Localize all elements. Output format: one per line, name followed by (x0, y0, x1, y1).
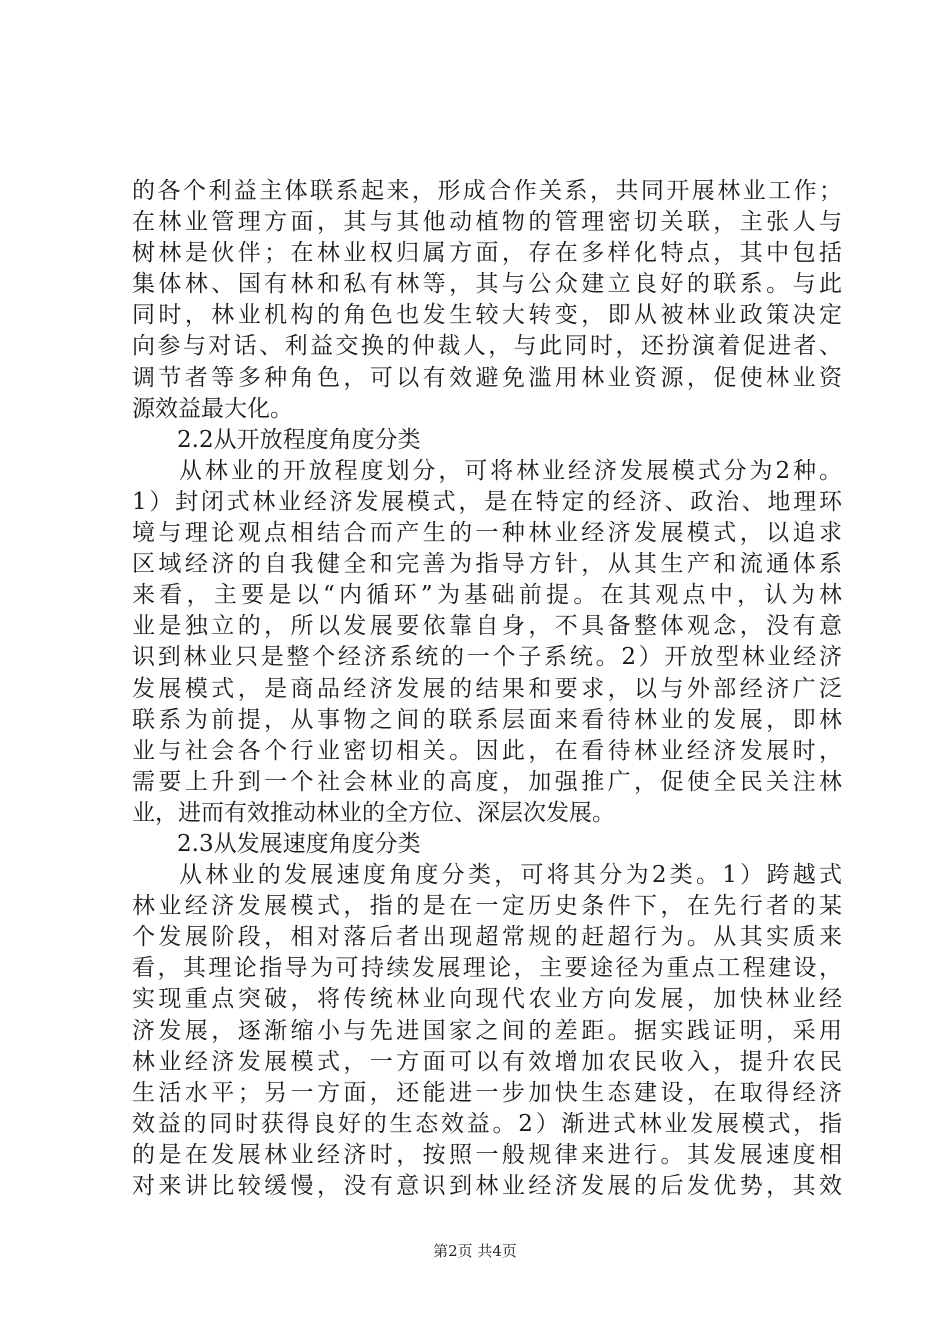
text-line: 发展模式，是商品经济发展的结果和要求，以与外部经济广泛 (132, 675, 842, 702)
text-line: 林业经济发展模式，指的是在一定历史条件下，在先行者的某 (132, 893, 842, 920)
text-line: 的是在发展林业经济时，按照一般规律来进行。其发展速度相 (132, 1141, 842, 1168)
text-line: 区域经济的自我健全和完善为指导方针，从其生产和流通体系 (132, 551, 842, 578)
text-line: 需要上升到一个社会林业的高度，加强推广，促使全民关注林 (132, 768, 842, 795)
page-footer (0, 1240, 950, 1261)
text-line: 树林是伙伴；在林业权归属方面，存在多样化特点，其中包括 (132, 240, 842, 267)
text-line: 境与理论观点相结合而产生的一种林业经济发展模式，以追求 (132, 520, 842, 547)
text-line: 来看，主要是以“内循环”为基础前提。在其观点中，认为林 (132, 582, 842, 609)
text-line: 集体林、国有林和私有林等，其与公众建立良好的联系。与此 (132, 271, 842, 298)
text-line: 在林业管理方面，其与其他动植物的管理密切关联，主张人与 (132, 209, 842, 236)
text-line: 的各个利益主体联系起来，形成合作关系，共同开展林业工作； (132, 178, 842, 204)
text-line: 从林业的发展速度角度分类，可将其分为2类。1）跨越式 (179, 862, 842, 889)
text-line: 生活水平；另一方面，还能进一步加快生态建设，在取得经济 (132, 1079, 842, 1106)
text-line: 向参与对话、利益交换的仲裁人，与此同时，还扮演着促进者、 (132, 333, 842, 360)
text-line: 业与社会各个行业密切相关。因此，在看待林业经济发展时， (132, 737, 842, 764)
page-number-label: 第2页 共4页 (433, 1242, 517, 1260)
text-line: 对来讲比较缓慢，没有意识到林业经济发展的后发优势，其效 (132, 1173, 842, 1199)
text-line: 联系为前提，从事物之间的联系层面来看待林业的发展，即林 (132, 706, 842, 733)
text-line: 1）封闭式林业经济发展模式，是在特定的经济、政治、地理环 (132, 488, 842, 515)
text-line: 效益的同时获得良好的生态效益。2）渐进式林业发展模式，指 (132, 1110, 842, 1137)
text-line: 调节者等多种角色，可以有效避免滥用林业资源，促使林业资 (132, 364, 842, 391)
section-heading: 2.2从开放程度角度分类 (177, 426, 421, 453)
text-line: 济发展，逐渐缩小与先进国家之间的差距。据实践证明，采用 (132, 1017, 842, 1044)
text-line: 同时，林业机构的角色也发生较大转变，即从被林业政策决定 (132, 302, 842, 329)
text-line: 业，进而有效推动林业的全方位、深层次发展。 (132, 799, 615, 826)
text-line: 识到林业只是整个经济系统的一个子系统。2）开放型林业经济 (132, 644, 842, 671)
text-line: 从林业的开放程度划分，可将林业经济发展模式分为2种。 (179, 457, 842, 484)
section-heading: 2.3从发展速度角度分类 (177, 830, 421, 857)
document-body (132, 176, 842, 1202)
text-line: 个发展阶段，相对落后者出现超常规的赶超行为。从其实质来 (132, 924, 842, 951)
text-line: 林业经济发展模式，一方面可以有效增加农民收入，提升农民 (132, 1048, 842, 1075)
text-line: 看，其理论指导为可持续发展理论，主要途径为重点工程建设， (132, 955, 842, 982)
text-line: 业是独立的，所以发展要依靠自身，不具备整体观念，没有意 (132, 613, 842, 640)
text-line: 源效益最大化。 (132, 395, 293, 422)
text-line: 实现重点突破，将传统林业向现代农业方向发展，加快林业经 (132, 986, 842, 1013)
